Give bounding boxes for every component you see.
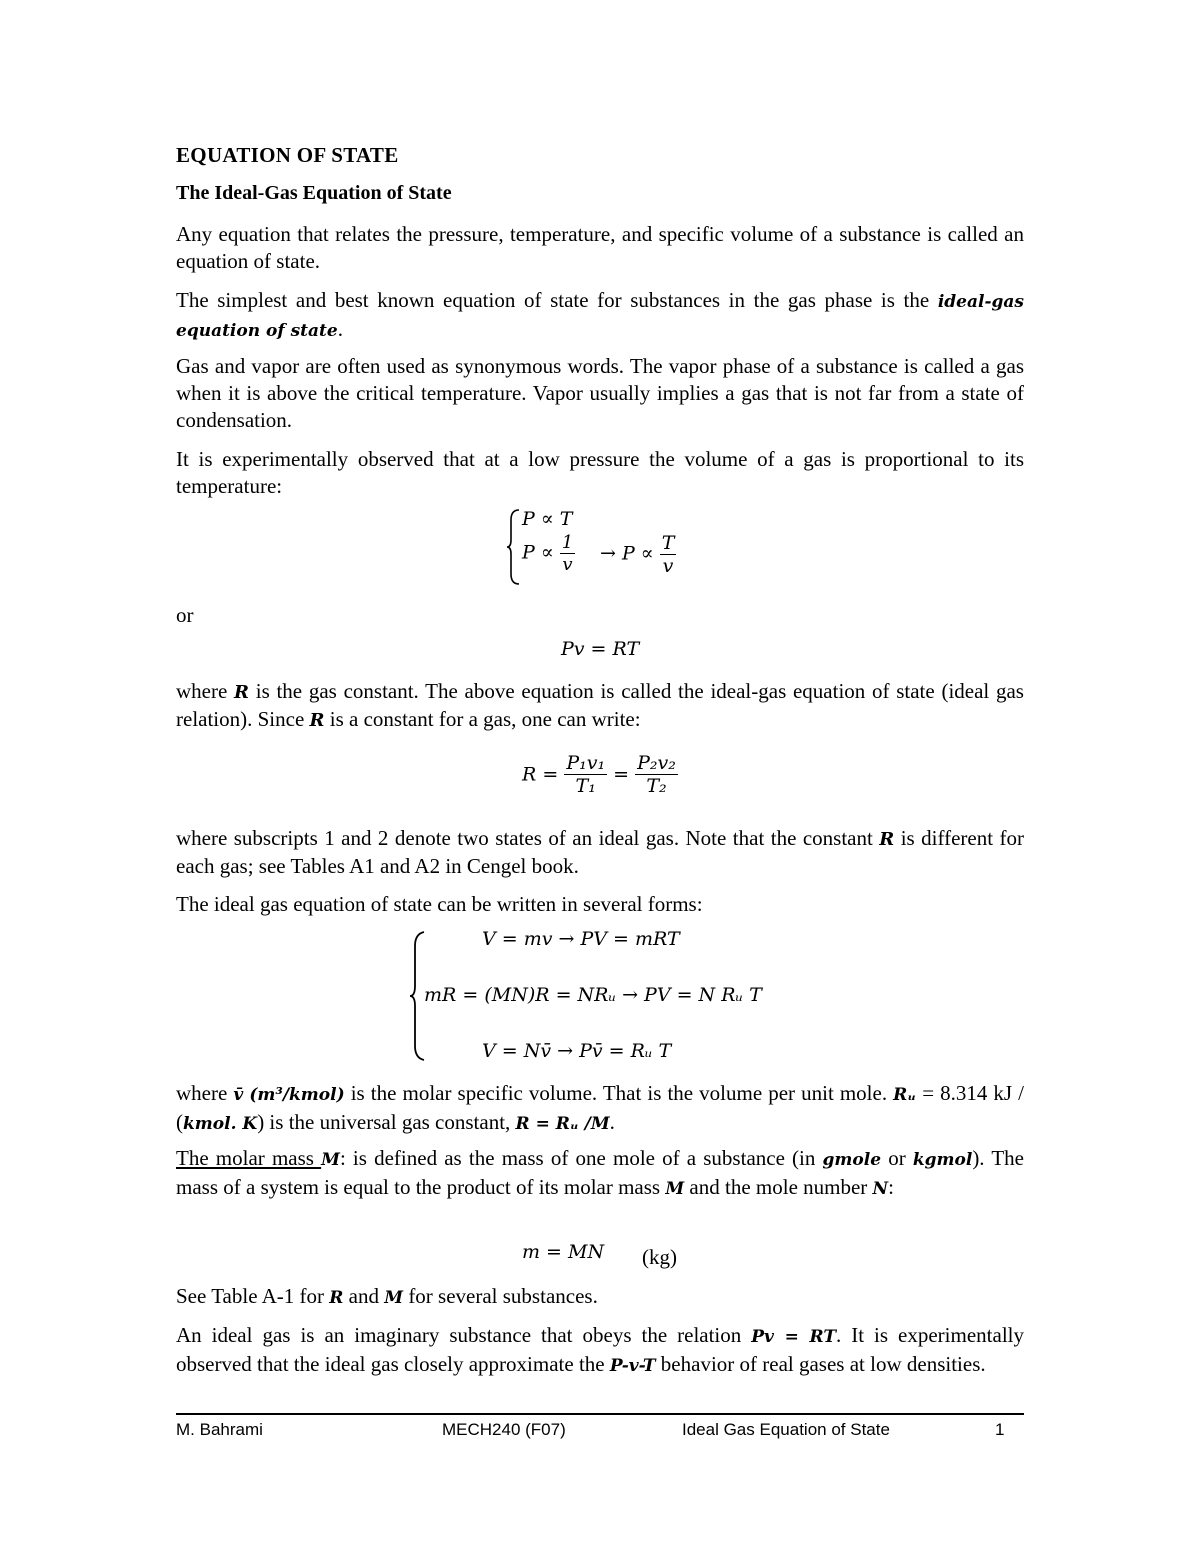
gas-constant-ratio: R = $\frac{\text{P₁v₁}}{\text{T₁}}$ = $\frac{\text{P₂v₂}}{\text{T₂}}$ [522,752,676,797]
mass-equation: m = MN [522,1241,605,1263]
proportional-temperature: P ∝ T [522,508,573,530]
paragraph-definition: Any equation that relates the pressure, temperature, and specific volume of a substance is called an equation of state. [176,222,1024,273]
paragraph-subscripts: where subscripts 1 and 2 denote two states of an ideal gas. Note that the constant R is different for each gas; see Tables A1 and A2 in Cengel book. [176,826,1025,878]
section-heading: The Ideal-Gas Equation of State [176,182,452,204]
footer-rule [176,1413,1024,1415]
or-text: or [176,603,194,627]
mass-form-equation: V = mv → PV = mRT [482,928,680,950]
mole-form-equation: mR = (MN)R = NRᵤ → PV = N Rᵤ T [424,984,762,1006]
paragraph-molar-mass: The molar mass M: is defined as the mass of one mole of a substance (in gmole or kgmol). The mass of a system is equal to the product of its molar mass M and the mole number N: [176,1146,1024,1199]
molar-form-equation: V = Nv̄ → Pv̄ = Rᵤ T [482,1040,672,1062]
paragraph-gas-constant: where R is the gas constant. The above equation is called the ideal-gas equation of state (ideal gas relation). Since R is a constant for a gas, one can write: [176,679,1024,731]
paragraph-simplest: The simplest and best known equation of state for substances in the gas phase is the ideal-gas equation of state. [176,288,1024,341]
footer-course: MECH240 (F07) [442,1420,566,1439]
footer-title: Ideal Gas Equation of State [682,1420,890,1439]
footer-author: M. Bahrami [176,1420,263,1439]
proportional-result: → P ∝ $\frac{T}{v}$ [600,532,675,577]
paragraph-gas-vapor: Gas and vapor are often used as synonymous words. The vapor phase of a substance is called a gas when it is above the critical temperature. Vapor usually implies a gas that is not far from a state of condensation. [176,354,1024,432]
paragraph-molar-volume: where v̄ (m³/kmol) is the molar specific volume. That is the volume per unit mole. Rᵤ = 8.314 kJ / (kmol. K) is the universal gas constant, R = Rᵤ /M. [176,1081,1024,1134]
ideal-gas-equation: Pv = RT [561,638,640,660]
left-brace-icon [506,508,522,586]
paragraph-table-reference: See Table A-1 for R and M for several substances. [176,1284,598,1308]
page-heading: EQUATION OF STATE [176,143,399,167]
paragraph-forms: The ideal gas equation of state can be written in several forms: [176,892,703,916]
paragraph-observation: It is experimentally observed that at a low pressure the volume of a gas is proportional to its temperature: [176,447,1024,498]
paragraph-ideal-gas: An ideal gas is an imaginary substance that obeys the relation Pv = RT. It is experimentally observed that the ideal gas closely approximate the P-v-T behavior of real gases at low densities. [176,1323,1024,1376]
mass-unit: (kg) [642,1245,677,1269]
footer-page-number: 1 [995,1420,1005,1439]
proportional-volume: P ∝ $\frac{1}{v}$ [522,532,574,575]
